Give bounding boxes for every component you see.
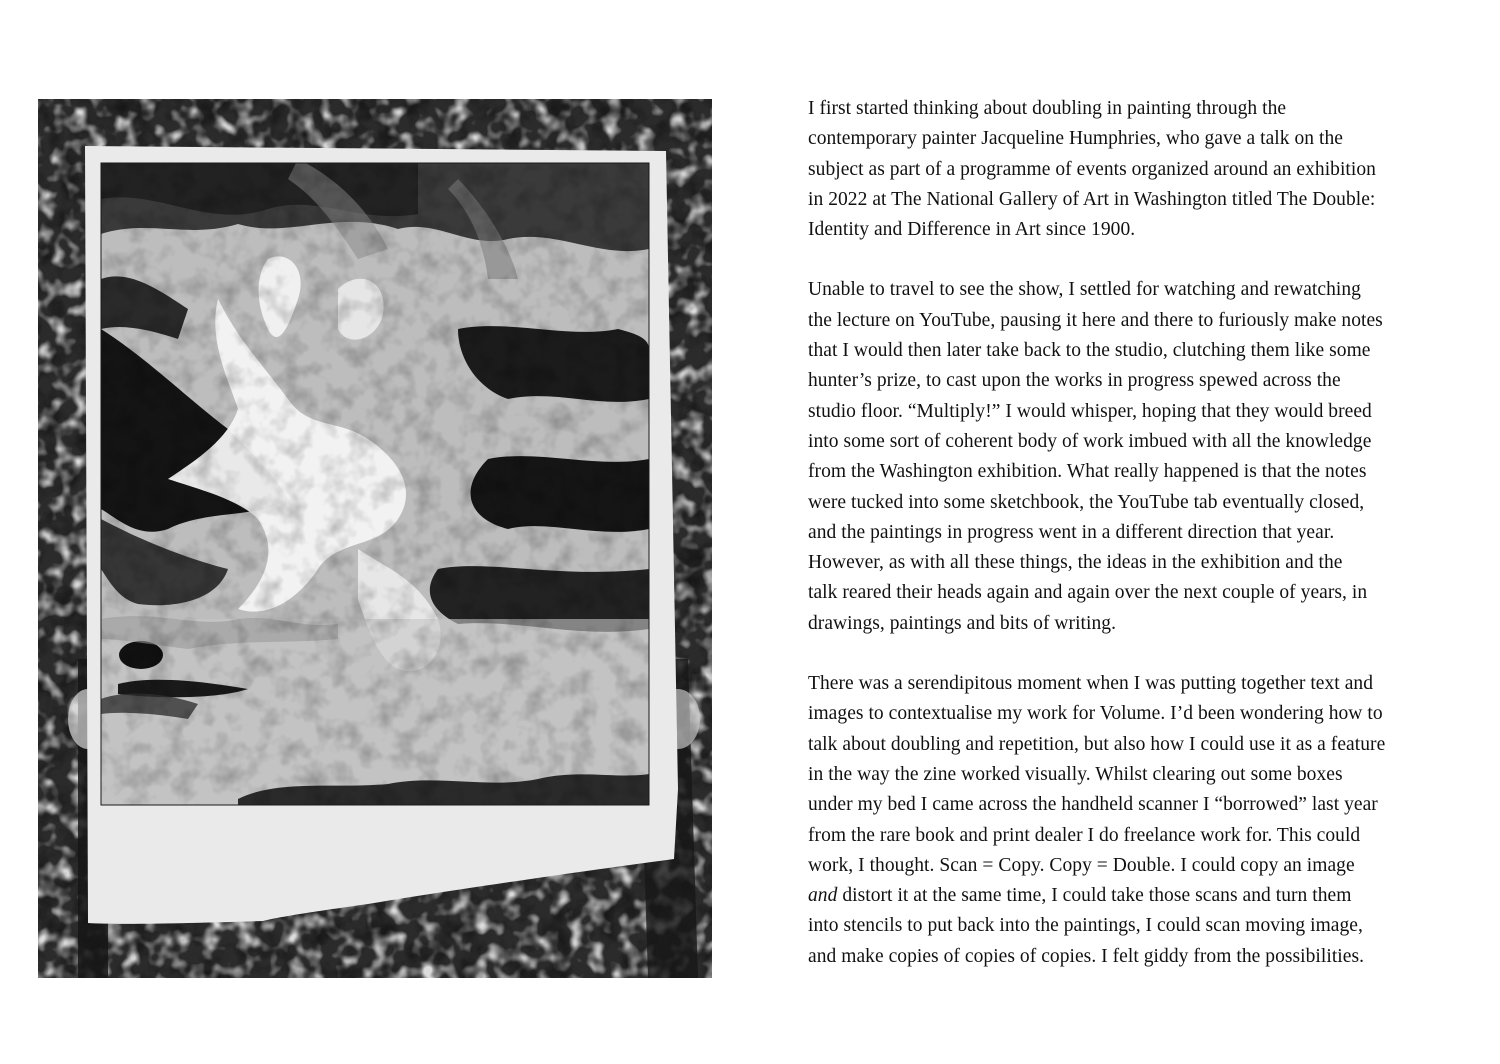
text-line: work, I thought. Scan = Copy. Copy = Double. I could copy an image xyxy=(808,854,1355,876)
text-line: Identity and Difference in Art since 1900. xyxy=(808,219,1136,241)
text-line: in the way the zine worked visually. Whilst clearing out some boxes xyxy=(808,763,1343,785)
emphasis-text: and xyxy=(808,885,838,907)
text-line: talk reared their heads again and again over the next couple of years, in xyxy=(808,582,1368,604)
text-line: contemporary painter Jacqueline Humphries, who gave a talk on the xyxy=(808,128,1343,150)
text-line: and the paintings in progress went in a different direction that year. xyxy=(808,521,1335,543)
text-line: from the Washington exhibition. What really happened is that the notes xyxy=(808,461,1367,483)
text-line: into some sort of coherent body of work imbued with all the knowledge xyxy=(808,430,1372,452)
text-line: Unable to travel to see the show, I settled for watching and rewatching xyxy=(808,279,1361,301)
paragraph-3 xyxy=(808,669,1448,972)
photograph-painting xyxy=(38,99,712,978)
text-line: were tucked into some sketchbook, the YouTube tab eventually closed, xyxy=(808,491,1365,513)
text-line: that I would then later take back to the studio, clutching them like some xyxy=(808,340,1371,362)
text-segment: distort it at the same time, I could take those scans and turn them xyxy=(837,885,1352,907)
text-line: subject as part of a programme of events organized around an exhibition xyxy=(808,158,1376,180)
painting-image xyxy=(38,99,712,978)
paragraph-2 xyxy=(808,275,1448,639)
text-line: under my bed I came across the handheld scanner I “borrowed” last year xyxy=(808,794,1378,816)
paragraph-1 xyxy=(808,94,1448,245)
text-line: studio floor. “Multiply!” I would whisper, hoping that they would breed xyxy=(808,400,1372,422)
text-line: drawings, paintings and bits of writing. xyxy=(808,612,1117,634)
text-line: into stencils to put back into the paintings, I could scan moving image, xyxy=(808,915,1363,937)
text-line xyxy=(808,881,1448,911)
text-line: However, as with all these things, the ideas in the exhibition and the xyxy=(808,552,1343,574)
text-line: and make copies of copies of copies. I felt giddy from the possibilities. xyxy=(808,945,1365,967)
text-line: I first started thinking about doubling in painting through the xyxy=(808,98,1287,119)
text-line: in 2022 at The National Gallery of Art in Washington titled The Double: xyxy=(808,188,1376,210)
text-line: the lecture on YouTube, pausing it here and there to furiously make notes xyxy=(808,309,1383,331)
text-line: There was a serendipitous moment when I was putting together text and xyxy=(808,673,1374,695)
text-line: talk about doubling and repetition, but also how I could use it as a feature xyxy=(808,733,1386,755)
text-line: hunter’s prize, to cast upon the works in progress spewed across the xyxy=(808,370,1341,392)
text-line: images to contextualise my work for Volume. I’d been wondering how to xyxy=(808,703,1383,725)
text-line: from the rare book and print dealer I do freelance work for. This could xyxy=(808,824,1361,846)
essay-text xyxy=(808,94,1448,1002)
